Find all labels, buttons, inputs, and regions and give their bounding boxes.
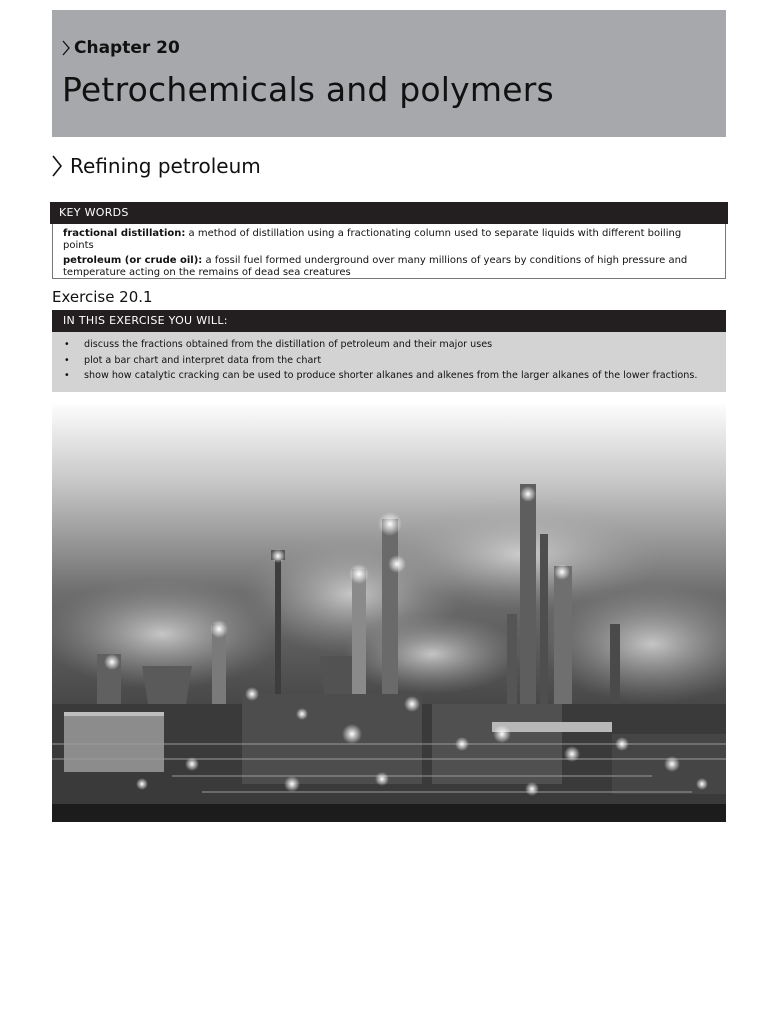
chevron-right-icon — [62, 40, 70, 56]
key-words-box — [52, 202, 726, 279]
objective-text: plot a bar chart and interpret data from the chart — [84, 354, 322, 366]
key-words-list — [53, 224, 725, 279]
key-word-item — [63, 255, 715, 279]
bullet-icon: • — [64, 339, 70, 350]
exercise-objectives-box — [52, 310, 726, 392]
objective-text: show how catalytic cracking can be used to produce shorter alkanes and alkenes from the larger alkanes of the lower fractions. — [84, 370, 698, 381]
key-word-definition: a method of distillation using a fractionating column used to separate liquids with different boiling points — [63, 228, 682, 251]
objective-item — [64, 368, 726, 384]
objectives-list — [52, 332, 726, 384]
chapter-label: Chapter 20 — [74, 38, 180, 58]
exercise-title: Exercise 20.1 — [52, 288, 153, 306]
chevron-right-icon — [52, 155, 62, 177]
objective-item — [64, 337, 726, 353]
section-heading-row — [52, 154, 261, 178]
exercise-objectives-heading: IN THIS EXERCISE YOU WILL: — [52, 310, 726, 332]
objective-item — [64, 353, 726, 369]
chapter-label-row — [62, 38, 180, 58]
key-word-term: fractional distillation: — [63, 228, 186, 239]
key-word-item — [63, 228, 715, 252]
objective-text: discuss the fractions obtained from the distillation of petroleum and their major uses — [84, 339, 493, 350]
key-word-term: petroleum (or crude oil): — [63, 255, 203, 266]
bullet-icon: • — [64, 370, 70, 381]
chapter-title: Petrochemicals and polymers — [62, 70, 554, 109]
key-word-definition: a fossil fuel formed underground over many millions of years by conditions of high pressure and temperature acting on the remains of dead sea creatures — [63, 255, 688, 278]
bullet-icon: • — [64, 354, 70, 366]
chapter-header — [52, 10, 726, 137]
refinery-photo — [52, 404, 726, 822]
section-title: Refining petroleum — [70, 154, 261, 178]
key-words-heading: KEY WORDS — [50, 202, 728, 224]
